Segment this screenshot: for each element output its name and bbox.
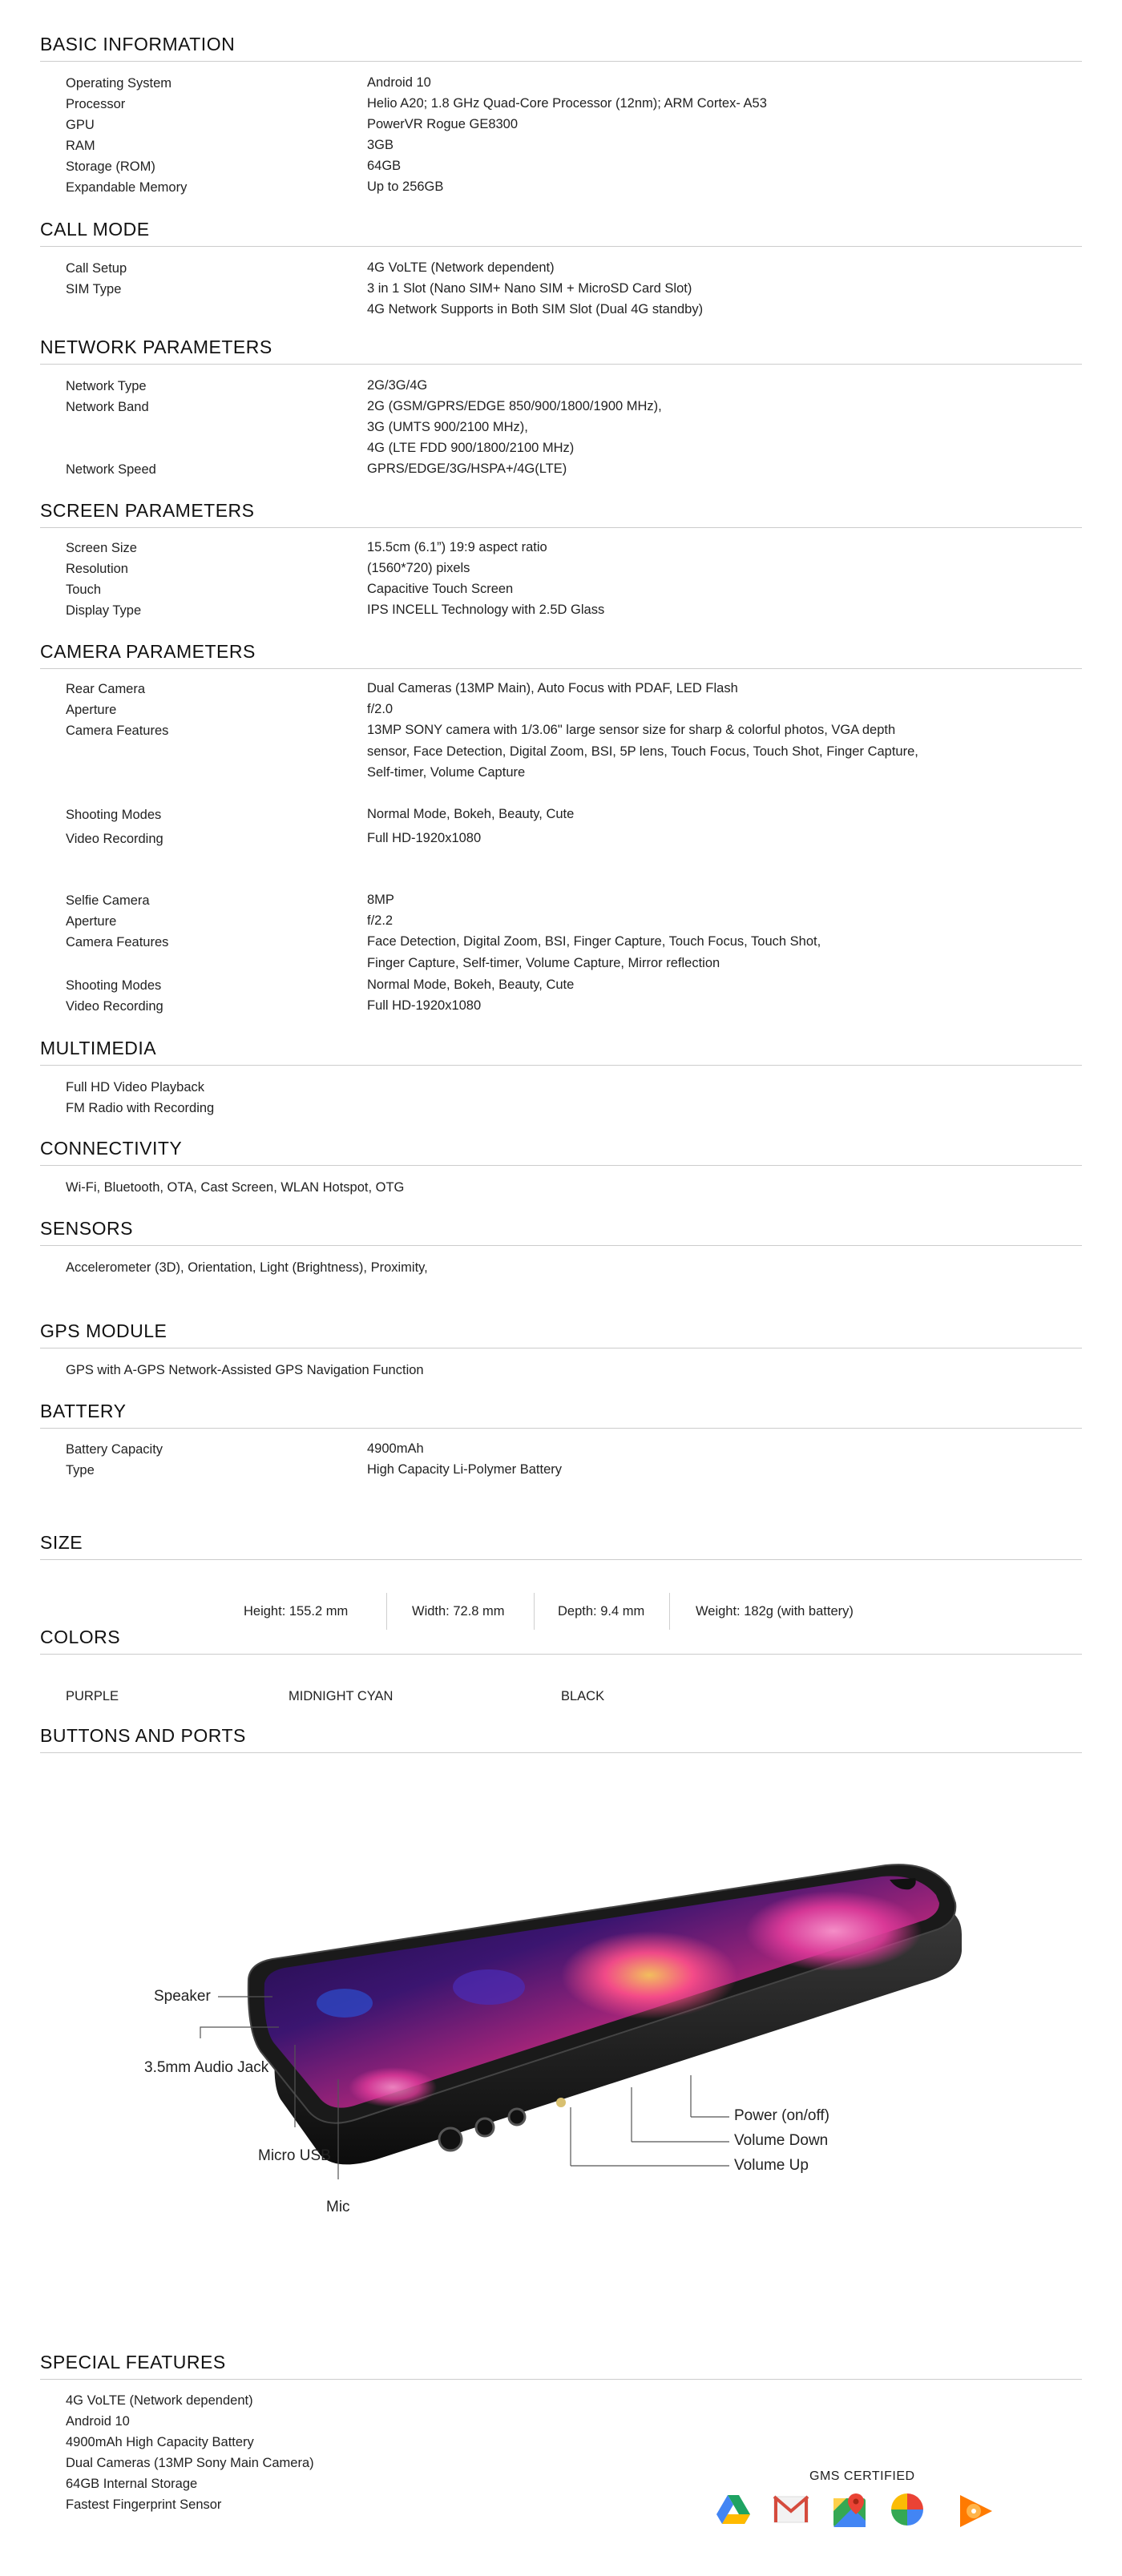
section-title-sensors: SENSORS: [40, 1218, 1082, 1246]
divider: [534, 1593, 535, 1630]
section-title-basic: BASIC INFORMATION: [40, 34, 1082, 62]
spec-value: Full HD-1920x1080: [367, 831, 482, 845]
section-title-size: SIZE: [40, 1532, 1082, 1560]
section-title-gps: GPS MODULE: [40, 1320, 1082, 1348]
color-midnight-cyan: MIDNIGHT CYAN: [289, 1689, 394, 1703]
callout-volume-up: Volume Up: [734, 2157, 809, 2174]
spec-value: 4G (LTE FDD 900/1800/2100 MHz): [367, 441, 575, 455]
size-row: [40, 1593, 1082, 1630]
google-maps-icon: [833, 2493, 866, 2527]
spec-label: GPU: [66, 118, 95, 132]
section-title-special: SPECIAL FEATURES: [40, 2352, 1082, 2380]
spec-value: Full HD-1920x1080: [367, 998, 482, 1013]
section-title-multimedia: MULTIMEDIA: [40, 1038, 1082, 1066]
feature-item: Fastest Fingerprint Sensor: [66, 2497, 222, 2512]
spec-value: Normal Mode, Bokeh, Beauty, Cute: [367, 807, 575, 821]
callout-volume-down: Volume Down: [734, 2132, 829, 2149]
callout-audio-jack: 3.5mm Audio Jack: [144, 2059, 269, 2076]
spec-value: 8MP: [367, 893, 394, 907]
spec-label: Camera Features: [66, 724, 169, 738]
spec-label: Call Setup: [66, 261, 127, 276]
spec-item: Accelerometer (3D), Orientation, Light (Brightness), Proximity,: [66, 1260, 428, 1275]
spec-value: 4G VoLTE (Network dependent): [367, 260, 555, 275]
spec-value: Helio A20; 1.8 GHz Quad-Core Processor (12nm); ARM Cortex- A53: [367, 96, 767, 111]
phone-diagram: [40, 1803, 1082, 2332]
spec-label: Display Type: [66, 603, 142, 618]
gms-certified-label: GMS CERTIFIED: [809, 2469, 915, 2483]
spec-label: Touch: [66, 583, 102, 597]
section-title-network: NETWORK PARAMETERS: [40, 337, 1082, 365]
spec-label: Network Type: [66, 379, 147, 393]
spec-value: 15.5cm (6.1”) 19:9 aspect ratio: [367, 540, 547, 554]
spec-label: Network Band: [66, 400, 149, 414]
divider: [669, 1593, 670, 1630]
spec-label: Rear Camera: [66, 682, 146, 696]
spec-value: PowerVR Rogue GE8300: [367, 117, 519, 131]
spec-value: High Capacity Li-Polymer Battery: [367, 1462, 563, 1477]
section-title-colors: COLORS: [40, 1627, 1082, 1655]
jellyfish: [561, 1931, 737, 2019]
spec-label: Shooting Modes: [66, 978, 162, 993]
spec-value: Face Detection, Digital Zoom, BSI, Finger Capture, Touch Focus, Touch Shot, Finger Capture, Self-timer, Volume Capture, Mirror reflection: [367, 934, 821, 970]
feature-item: Android 10: [66, 2414, 130, 2429]
spec-label: Camera Features: [66, 935, 169, 949]
spec-label: Operating System: [66, 76, 172, 91]
feature-item: 4G VoLTE (Network dependent): [66, 2393, 253, 2408]
section-title-battery: BATTERY: [40, 1401, 1082, 1429]
google-photos-icon: [891, 2493, 923, 2526]
callout-micro-usb: Micro USB: [258, 2147, 331, 2164]
spec-value: Normal Mode, Bokeh, Beauty, Cute: [367, 978, 575, 992]
jellyfish: [349, 2067, 437, 2107]
divider: [386, 1593, 387, 1630]
size-weight: Weight: 182g (with battery): [696, 1604, 854, 1619]
spec-value: GPRS/EDGE/3G/HSPA+/4G(LTE): [367, 462, 567, 476]
size-width: Width: 72.8 mm: [412, 1604, 505, 1619]
spec-value: 4900mAh: [367, 1441, 424, 1456]
spec-value: Capacitive Touch Screen: [367, 582, 514, 596]
spec-value: Dual Cameras (13MP Main), Auto Focus with PDAF, LED Flash: [367, 681, 738, 695]
callout-power: Power (on/off): [734, 2107, 829, 2124]
jellyfish: [745, 1891, 922, 1971]
spec-label: Network Speed: [66, 462, 156, 477]
spec-item: Wi-Fi, Bluetooth, OTA, Cast Screen, WLAN Hotspot, OTG: [66, 1180, 405, 1195]
spec-value: IPS INCELL Technology with 2.5D Glass: [367, 603, 605, 617]
color-black: BLACK: [561, 1689, 605, 1703]
spec-item: FM Radio with Recording: [66, 1101, 215, 1115]
spec-item: GPS with A-GPS Network-Assisted GPS Navigation Function: [66, 1363, 424, 1377]
spec-label: Resolution: [66, 562, 128, 576]
spec-label: Expandable Memory: [66, 180, 188, 195]
google-drive-icon: [716, 2495, 750, 2524]
spec-item: Full HD Video Playback: [66, 1080, 205, 1094]
spec-value: (1560*720) pixels: [367, 561, 470, 575]
spec-value: 4G Network Supports in Both SIM Slot (Dual 4G standby): [367, 302, 704, 316]
section-title-call: CALL MODE: [40, 219, 1082, 247]
spec-label: Screen Size: [66, 541, 137, 555]
spec-value: 13MP SONY camera with 1/3.06" large sensor size for sharp & colorful photos, VGA depth sensor, Face Detection, Digital Zoom, BSI, 5P lens, Touch Focus, Touch Shot, Finger Capture, Self-timer, Volume Capture: [367, 723, 918, 780]
spec-label: Shooting Modes: [66, 808, 162, 822]
spec-label: RAM: [66, 139, 95, 153]
feature-item: Dual Cameras (13MP Sony Main Camera): [66, 2456, 314, 2470]
spec-value: 3 in 1 Slot (Nano SIM+ Nano SIM + MicroSD Card Slot): [367, 281, 692, 296]
spec-label: Battery Capacity: [66, 1442, 163, 1457]
gmail-icon: [774, 2497, 808, 2522]
section-title-camera: CAMERA PARAMETERS: [40, 641, 1082, 669]
section-title-buttons: BUTTONS AND PORTS: [40, 1725, 1082, 1753]
gms-icon-row: [715, 2490, 1003, 2530]
rear-camera-lens: [476, 2118, 494, 2136]
spec-value: 2G/3G/4G: [367, 378, 428, 393]
spec-value: Android 10: [367, 75, 431, 90]
spec-value: Up to 256GB: [367, 179, 444, 194]
section-title-screen: SCREEN PARAMETERS: [40, 500, 1082, 528]
flash: [556, 2098, 566, 2107]
spec-label: SIM Type: [66, 282, 122, 296]
size-depth: Depth: 9.4 mm: [558, 1604, 645, 1619]
spec-label: Processor: [66, 97, 126, 111]
spec-value: 64GB: [367, 159, 402, 173]
spec-label: Aperture: [66, 703, 117, 717]
google-play-music-icon: [960, 2495, 992, 2527]
feature-item: 4900mAh High Capacity Battery: [66, 2435, 254, 2449]
size-height: Height: 155.2 mm: [244, 1604, 349, 1619]
callout-speaker: Speaker: [154, 1988, 211, 2005]
rear-camera-lens: [509, 2109, 525, 2125]
jellyfish: [453, 1969, 525, 2005]
spec-label: Type: [66, 1463, 95, 1477]
spec-value: f/2.2: [367, 913, 394, 928]
spec-value: f/2.0: [367, 702, 394, 716]
rear-camera-lens: [439, 2128, 462, 2151]
spec-label: Storage (ROM): [66, 159, 155, 174]
section-title-connectivity: CONNECTIVITY: [40, 1138, 1082, 1166]
spec-label: Video Recording: [66, 832, 163, 846]
spec-label: Aperture: [66, 914, 117, 929]
spec-value: 2G (GSM/GPRS/EDGE 850/900/1800/1900 MHz),: [367, 399, 662, 413]
spec-value: 3G (UMTS 900/2100 MHz),: [367, 420, 528, 434]
callout-mic: Mic: [326, 2199, 350, 2215]
feature-item: 64GB Internal Storage: [66, 2477, 198, 2491]
color-purple: PURPLE: [66, 1689, 119, 1703]
spec-label: Video Recording: [66, 999, 163, 1014]
jellyfish: [317, 1989, 373, 2018]
spec-label: Selfie Camera: [66, 893, 150, 908]
spec-value: 3GB: [367, 138, 394, 152]
